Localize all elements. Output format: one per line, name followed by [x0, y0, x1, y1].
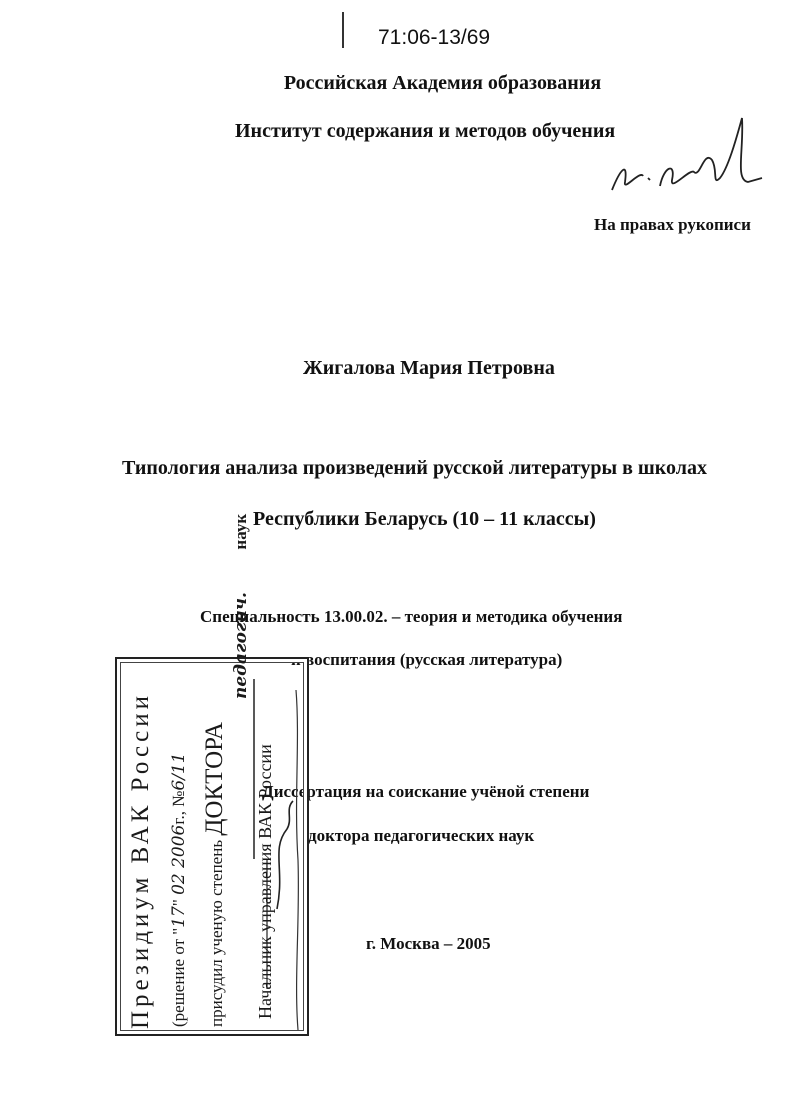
- dissertation-title-line-2: Республики Беларусь (10 – 11 классы): [253, 508, 596, 530]
- stamp-decision-suffix: г., №: [169, 790, 188, 825]
- specialty-line-1: Специальность 13.00.02. – теория и методика обучения: [200, 607, 623, 626]
- stamp-line-decision: [169, 752, 189, 1027]
- academy-name: Российская Академия образования: [283, 72, 602, 94]
- stamp-decision-date: 02 2006: [169, 824, 189, 895]
- specialty-line-2: и воспитания (русская литература): [291, 650, 563, 669]
- signature-scribble: [612, 118, 762, 190]
- stamp-line-presidium: Президиум ВАК России: [127, 692, 154, 1029]
- stamp-field-label: наук: [231, 513, 250, 550]
- stamp-line-head: Начальник управления ВАК России: [255, 744, 275, 1019]
- stamp-degree-prefix: присудил ученую степень: [207, 835, 226, 1027]
- author-name: Жигалова Мария Петровна: [303, 357, 555, 379]
- rights-note: На правах рукописи: [594, 215, 751, 234]
- degree-line-1: Диссертация на соискание учёной степени: [262, 782, 590, 801]
- stamp-decision-number: 6/11: [169, 752, 189, 791]
- stamp-decision-day: 17: [169, 906, 189, 928]
- stamp-decision-prefix: (решение от ": [169, 927, 188, 1027]
- institute-name: Институт содержания и методов обучения: [235, 120, 616, 142]
- stamp-decision-mid: ": [169, 894, 188, 907]
- stamp-field-handwritten: педагогич.: [231, 592, 251, 699]
- stamp-line-field: [231, 514, 251, 699]
- city-year: г. Москва – 2005: [366, 934, 491, 953]
- stamp-degree-value: ДОКТОРА: [201, 722, 228, 836]
- degree-line-2: доктора педагогических наук: [308, 826, 535, 845]
- vak-stamp: [115, 513, 309, 1036]
- catalog-code: 71:06-13/69: [378, 26, 491, 49]
- stamp-line-degree: [201, 722, 229, 1027]
- dissertation-title-line-1: Типология анализа произведений русской литературы в школах: [122, 457, 707, 479]
- stamp-signature-scribble: [277, 801, 293, 909]
